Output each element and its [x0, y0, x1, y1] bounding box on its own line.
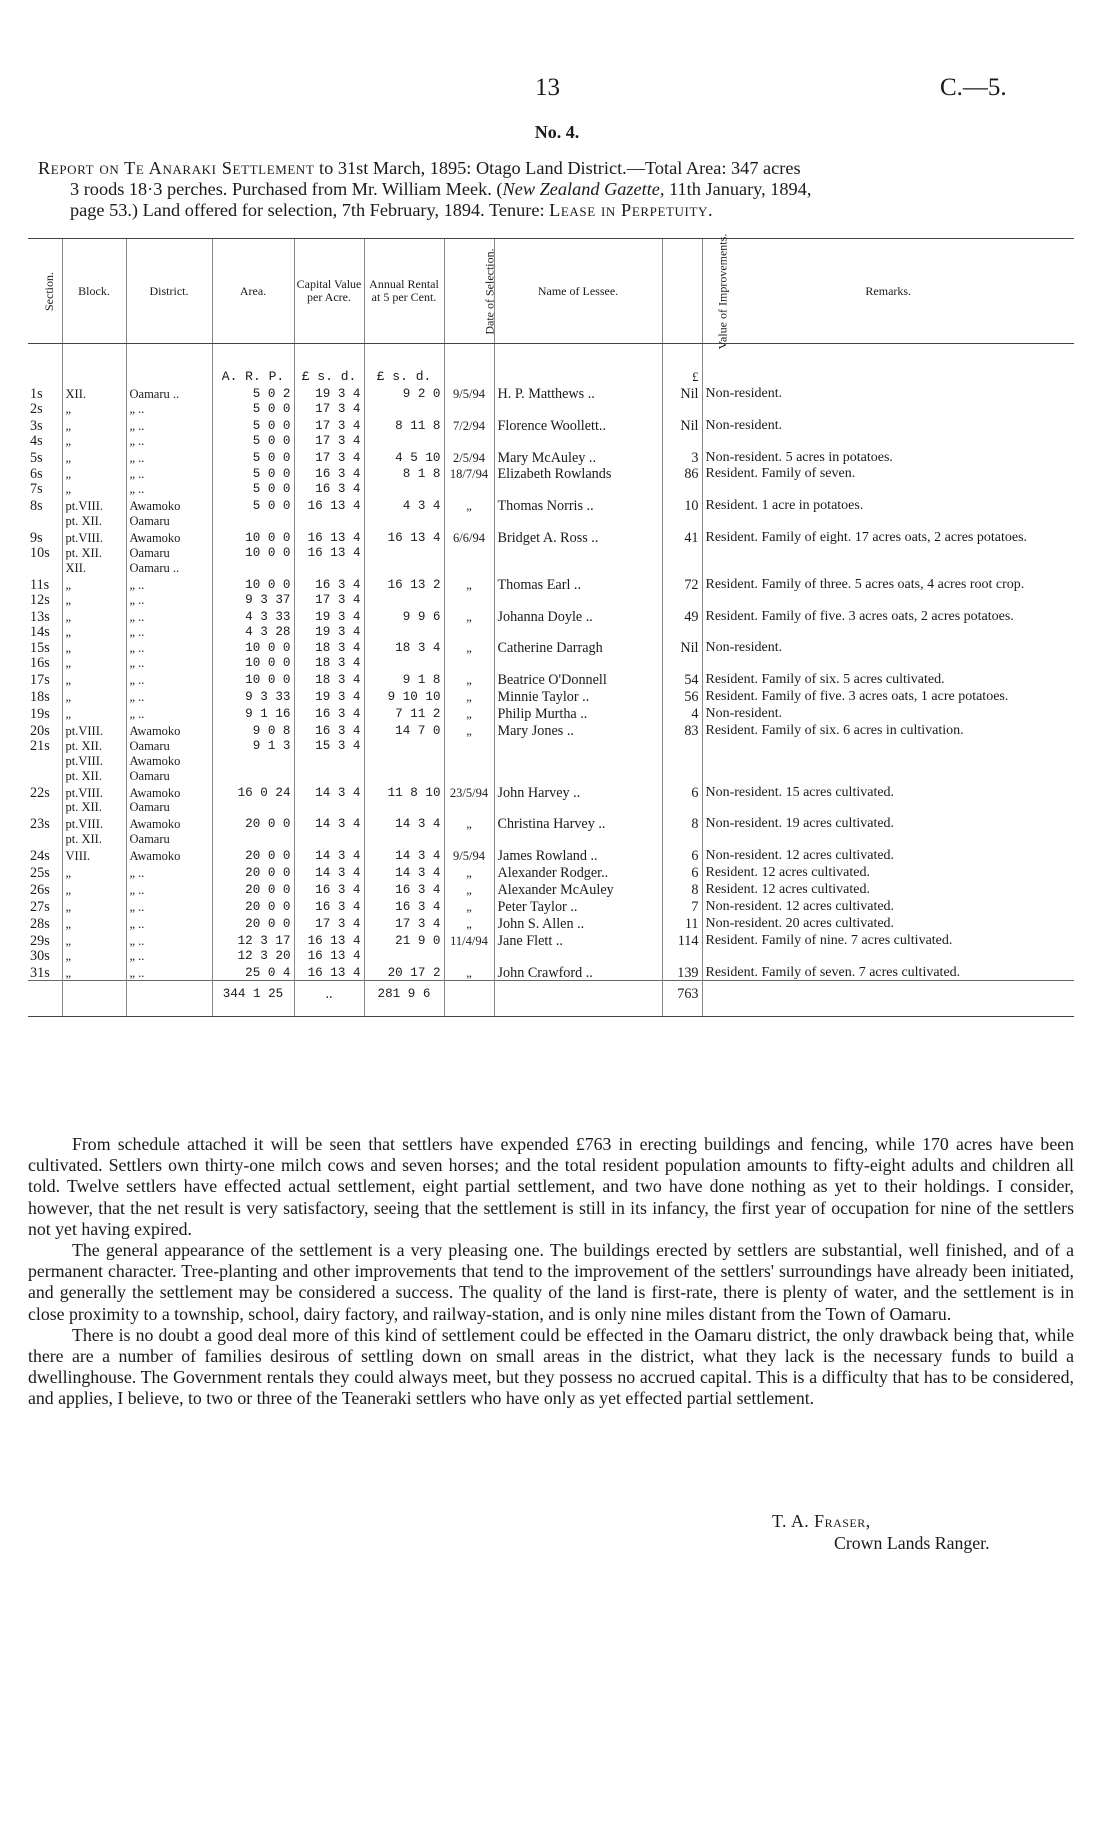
cell-lessee: Peter Taylor ..: [494, 898, 662, 915]
cell-block: „: [62, 864, 126, 881]
units-row: [28, 344, 1074, 385]
col-annual-rental: Annual Rental at 5 per Cent.: [364, 239, 444, 344]
cell-rental: 9 9 6: [364, 608, 444, 640]
cell-area: 9 1 16: [212, 705, 294, 722]
cell-date: „: [444, 881, 494, 898]
cell-capital: 18 3 4: [294, 671, 364, 688]
cell-lessee: James Rowland ..: [494, 847, 662, 864]
cell-block: „: [62, 449, 126, 466]
cell-capital: 16 3 4: [294, 898, 364, 915]
cell-capital: 16 3 4 16 3 4: [294, 465, 364, 497]
cell-remarks: Non-resident. 12 acres cultivated.: [702, 898, 1074, 915]
table-row: [28, 932, 1074, 964]
cell-remarks: Non-resident.: [702, 639, 1074, 671]
unit-area: A. R. P.: [212, 344, 294, 385]
cell-rental: 4 5 10: [364, 449, 444, 466]
cell-section: 13s 14s: [30, 608, 50, 640]
cell-block: „ „: [62, 417, 126, 449]
cell-rental: 16 3 4: [364, 881, 444, 898]
cell-district: Awamoko Oamaru Awamoko Oamaru: [126, 722, 212, 784]
cell-improvements: 114: [662, 932, 702, 964]
cell-remarks: Resident. Family of nine. 7 acres cultivated.: [702, 932, 1074, 964]
cell-section: 28s: [30, 915, 50, 932]
cell-block: pt.VIII. pt. XII.: [62, 815, 126, 847]
cell-district: „ .. „ ..: [126, 639, 212, 671]
cell-area: 20 0 0: [212, 915, 294, 932]
cell-section: 24s: [30, 848, 50, 865]
cell-area: 10 0 0 10 0 0: [212, 639, 294, 671]
cell-date: „: [444, 964, 494, 981]
cell-district: Awamoko Oamaru: [126, 497, 212, 529]
cell-lessee: Philip Murtha ..: [494, 705, 662, 722]
cell-block: pt.VIII. pt. XII.: [62, 784, 126, 816]
cell-rental: 21 9 0: [364, 932, 444, 964]
cell-lessee: Bridget A. Ross ..: [494, 529, 662, 576]
cell-section: 1s 2s: [30, 385, 43, 417]
cell-section: 15s 16s: [30, 640, 50, 672]
cell-improvements: 83: [662, 722, 702, 784]
cell-block: „: [62, 898, 126, 915]
cell-block: „: [62, 671, 126, 688]
cell-capital: 14 3 4: [294, 784, 364, 816]
cell-remarks: Resident. Family of six. 5 acres cultivated.: [702, 671, 1074, 688]
cell-section: 22s: [30, 784, 50, 801]
unit-capital: £ s. d.: [294, 344, 364, 385]
cell-area: 10 0 0 9 3 37: [212, 576, 294, 608]
title-part-3: 11th January, 1894,: [664, 179, 812, 199]
table-row: [28, 688, 1074, 705]
cell-block: „: [62, 915, 126, 932]
cell-lessee: Florence Woollett..: [494, 417, 662, 449]
cell-district: Oamaru .. „ ..: [126, 385, 212, 417]
cell-district: „ ..: [126, 898, 212, 915]
cell-section: 19s: [30, 706, 50, 722]
cell-block: VIII.: [62, 847, 126, 864]
cell-improvements: 6: [662, 847, 702, 864]
cell-rental: 14 7 0: [364, 722, 444, 784]
table-row: [28, 671, 1074, 688]
cell-district: „ .. „ ..: [126, 417, 212, 449]
cell-district: „ ..: [126, 449, 212, 466]
cell-capital: 19 3 4: [294, 688, 364, 705]
cell-rental: 11 8 10: [364, 784, 444, 816]
cell-date: „: [444, 815, 494, 847]
cell-capital: 16 13 4: [294, 497, 364, 529]
cell-rental: 9 1 8: [364, 671, 444, 688]
cell-improvements: 41: [662, 529, 702, 576]
cell-lessee: Thomas Norris ..: [494, 497, 662, 529]
cell-section: 3s 4s: [30, 417, 43, 449]
cell-block: pt.VIII. pt. XII. XII.: [62, 529, 126, 576]
table-row: [28, 847, 1074, 864]
cell-lessee: Beatrice O'Donnell: [494, 671, 662, 688]
cell-area: 4 3 33 4 3 28: [212, 608, 294, 640]
cell-date: 2/5/94: [444, 449, 494, 466]
cell-area: 9 3 33: [212, 688, 294, 705]
table-header-row: [28, 239, 1074, 344]
cell-section: 6s 7s: [30, 466, 43, 498]
cell-block: „ „: [62, 639, 126, 671]
cell-area: 9 0 8 9 1 3: [212, 722, 294, 784]
cell-lessee: Alexander Rodger..: [494, 864, 662, 881]
title-lead: Report on Te Anaraki Settlement: [38, 158, 315, 178]
table-row: [28, 576, 1074, 608]
cell-capital: 19 3 4 17 3 4: [294, 385, 364, 417]
document-code: C.—5.: [940, 74, 1007, 101]
cell-capital: 16 3 4 15 3 4: [294, 722, 364, 784]
cell-date: „: [444, 639, 494, 671]
cell-area: 5 0 0: [212, 449, 294, 466]
cell-area: 12 3 17 12 3 20: [212, 932, 294, 964]
cell-remarks: Resident. Family of three. 5 acres oats, 4 acres root crop.: [702, 576, 1074, 608]
cell-capital: 14 3 4: [294, 864, 364, 881]
table-row: [28, 608, 1074, 640]
cell-date: 7/2/94: [444, 417, 494, 449]
cell-date: „: [444, 671, 494, 688]
cell-block: „ „: [62, 465, 126, 497]
cell-improvements: 56: [662, 688, 702, 705]
cell-rental: 20 17 2: [364, 964, 444, 981]
cell-area: 20 0 0: [212, 898, 294, 915]
cell-improvements: 8: [662, 881, 702, 898]
cell-section: 9s 10s: [30, 530, 50, 561]
cell-improvements: 86: [662, 465, 702, 497]
cell-rental: 16 3 4: [364, 898, 444, 915]
unit-rental: £ s. d.: [364, 344, 444, 385]
cell-rental: 8 1 8: [364, 465, 444, 497]
cell-remarks: Non-resident. 15 acres cultivated.: [702, 784, 1074, 816]
cell-date: „: [444, 898, 494, 915]
col-section: Section.: [28, 239, 62, 344]
title-gazette: New Zealand Gazette,: [502, 179, 665, 199]
cell-district: „ ..: [126, 915, 212, 932]
cell-area: 16 0 24: [212, 784, 294, 816]
cell-remarks: Resident. 12 acres cultivated.: [702, 864, 1074, 881]
report-number: No. 4.: [534, 122, 580, 142]
cell-remarks: Resident. Family of seven.: [702, 465, 1074, 497]
cell-area: 5 0 0 5 0 0: [212, 465, 294, 497]
paragraph: There is no doubt a good deal more of this kind of settlement could be effected in the Oamaru district, the only drawback being that, while there are a number of families desirous of settling down on small areas in the district, what they lack is the necessary funds to build a dwellinghouse. The Government rentals they could always meet, but they possess no accrued capital. This is a difficulty that has to be considered, and applies, I believe, to two or three of the Teaneraki settlers who have only as yet effected partial settlement.: [28, 1324, 1074, 1409]
cell-district: Awamoko Oamaru Oamaru ..: [126, 529, 212, 576]
col-remarks: Remarks.: [702, 239, 1074, 344]
cell-capital: 19 3 4 19 3 4: [294, 608, 364, 640]
totals-row: [28, 981, 1074, 1017]
cell-capital: 14 3 4: [294, 847, 364, 864]
cell-remarks: Resident. 1 acre in potatoes.: [702, 497, 1074, 529]
total-area: 344 1 25: [212, 981, 294, 1017]
cell-lessee: Elizabeth Rowlands: [494, 465, 662, 497]
cell-improvements: 8: [662, 815, 702, 847]
col-block: Block.: [62, 239, 126, 344]
total-rental: 281 9 6: [364, 981, 444, 1017]
total-improvements: 763: [662, 981, 702, 1017]
table-row: [28, 784, 1074, 816]
settlement-table: [28, 233, 1074, 1017]
cell-block: XII. „: [62, 385, 126, 417]
cell-section: 18s: [30, 689, 50, 706]
cell-section: 17s: [30, 672, 50, 689]
cell-remarks: Non-resident. 20 acres cultivated.: [702, 915, 1074, 932]
cell-capital: 17 3 4: [294, 449, 364, 466]
cell-district: „ ..: [126, 705, 212, 722]
cell-date: 18/7/94: [444, 465, 494, 497]
cell-district: „ .. „ ..: [126, 932, 212, 964]
cell-district: „ ..: [126, 881, 212, 898]
cell-capital: 16 13 4: [294, 964, 364, 981]
cell-block: „ „: [62, 576, 126, 608]
cell-capital: 14 3 4: [294, 815, 364, 847]
cell-rental: 4 3 4: [364, 497, 444, 529]
cell-improvements: 139: [662, 964, 702, 981]
cell-remarks: Resident. Family of five. 3 acres oats, 1 acre potatoes.: [702, 688, 1074, 705]
cell-date: 23/5/94: [444, 784, 494, 816]
cell-block: „: [62, 688, 126, 705]
title-part-4: page 53.) Land offered for selection, 7th February, 1894. Tenure:: [70, 200, 550, 220]
cell-rental: 16 13 4: [364, 529, 444, 576]
cell-date: 9/5/94: [444, 847, 494, 864]
col-date-of-selection: Date of Selection.: [444, 239, 494, 344]
cell-date: „: [444, 722, 494, 784]
cell-lessee: Alexander McAuley: [494, 881, 662, 898]
cell-block: „: [62, 705, 126, 722]
cell-improvements: 3: [662, 449, 702, 466]
table-row: [28, 898, 1074, 915]
cell-rental: 17 3 4: [364, 915, 444, 932]
cell-lessee: Jane Flett ..: [494, 932, 662, 964]
table-row: [28, 497, 1074, 529]
cell-rental: 16 13 2: [364, 576, 444, 608]
col-area: Area.: [212, 239, 294, 344]
cell-lessee: Catherine Darragh: [494, 639, 662, 671]
cell-rental: 18 3 4: [364, 639, 444, 671]
cell-section: 5s: [30, 449, 43, 466]
unit-improvements: £: [662, 344, 702, 385]
cell-area: 20 0 0: [212, 815, 294, 847]
cell-district: Awamoko: [126, 847, 212, 864]
cell-rental: 8 11 8: [364, 417, 444, 449]
cell-remarks: Non-resident.: [702, 417, 1074, 449]
cell-area: 10 0 0: [212, 671, 294, 688]
title-part-1: to 31st March, 1895: Otago Land District.—Total Area: 347 acres: [314, 158, 801, 178]
cell-remarks: Resident. Family of six. 6 acres in cultivation.: [702, 722, 1074, 784]
table-row: [28, 639, 1074, 671]
col-lessee: Name of Lessee.: [494, 239, 662, 344]
cell-section: 27s: [30, 898, 50, 915]
total-capital: ..: [294, 981, 364, 1017]
cell-area: 5 0 0: [212, 497, 294, 529]
cell-remarks: Non-resident. 5 acres in potatoes.: [702, 449, 1074, 466]
cell-district: „ ..: [126, 964, 212, 981]
cell-date: 11/4/94: [444, 932, 494, 964]
signatory-name: T. A. Fraser,: [772, 1511, 871, 1531]
table-row: [28, 915, 1074, 932]
table-row: [28, 722, 1074, 784]
cell-improvements: 54: [662, 671, 702, 688]
table-row: [28, 815, 1074, 847]
cell-area: 5 0 0 5 0 0: [212, 417, 294, 449]
table-row: [28, 864, 1074, 881]
cell-date: „: [444, 688, 494, 705]
report-body: [28, 1134, 1074, 1410]
cell-section: 29s 30s: [30, 932, 50, 964]
cell-area: 5 0 2 5 0 0: [212, 385, 294, 417]
cell-date: „: [444, 915, 494, 932]
cell-improvements: 6: [662, 864, 702, 881]
signatory-title: Crown Lands Ranger.: [834, 1533, 990, 1553]
cell-date: „: [444, 576, 494, 608]
cell-section: 31s: [30, 964, 50, 981]
cell-area: 20 0 0: [212, 881, 294, 898]
table-row: [28, 529, 1074, 576]
cell-capital: 16 13 4 16 13 4: [294, 932, 364, 964]
title-part-2: 3 roods 18·3 perches. Purchased from Mr. William Meek. (: [70, 179, 503, 199]
cell-section: 26s: [30, 882, 50, 898]
cell-date: 9/5/94: [444, 385, 494, 417]
cell-section: 23s: [30, 816, 50, 833]
cell-section: 11s 12s: [30, 576, 50, 608]
cell-remarks: Resident. 12 acres cultivated.: [702, 881, 1074, 898]
cell-lessee: Minnie Taylor ..: [494, 688, 662, 705]
cell-block: pt.VIII. pt. XII.: [62, 497, 126, 529]
cell-area: 20 0 0: [212, 847, 294, 864]
cell-section: 25s: [30, 865, 50, 881]
cell-rental: 14 3 4: [364, 815, 444, 847]
paragraph: The general appearance of the settlement is a very pleasing one. The buildings erected by settlers are substantial, well finished, and of a permanent character. Tree-planting and other improvements that tend to the improvement of the settlers' surroundings have already been initiated, and generally the settlement may be considered a success. The quality of the land is first-rate, there is plenty of water, and the settlement is in close proximity to a township, school, dairy factory, and railway-station, and is only nine miles distant from the Town of Oamaru.: [28, 1240, 1074, 1324]
cell-lessee: H. P. Matthews ..: [494, 385, 662, 417]
cell-improvements: 49: [662, 608, 702, 640]
cell-block: „: [62, 881, 126, 898]
cell-lessee: Mary McAuley ..: [494, 449, 662, 466]
col-district: District.: [126, 239, 212, 344]
table-row: [28, 964, 1074, 981]
cell-capital: 17 3 4: [294, 915, 364, 932]
cell-block: „ „: [62, 608, 126, 640]
cell-district: „ .. „ ..: [126, 608, 212, 640]
cell-improvements: Nil: [662, 385, 702, 417]
cell-section: 8s: [30, 498, 43, 515]
cell-lessee: Johanna Doyle ..: [494, 608, 662, 640]
cell-capital: 16 3 4 17 3 4: [294, 576, 364, 608]
cell-remarks: Non-resident.: [702, 705, 1074, 722]
cell-lessee: Thomas Earl ..: [494, 576, 662, 608]
cell-area: 25 0 4: [212, 964, 294, 981]
cell-improvements: 72: [662, 576, 702, 608]
table-row: [28, 449, 1074, 466]
cell-date: „: [444, 864, 494, 881]
cell-remarks: Resident. Family of seven. 7 acres cultivated.: [702, 964, 1074, 981]
cell-improvements: 7: [662, 898, 702, 915]
cell-capital: 16 3 4: [294, 881, 364, 898]
table-row: [28, 417, 1074, 449]
cell-improvements: 4: [662, 705, 702, 722]
cell-improvements: 11: [662, 915, 702, 932]
table-row: [28, 465, 1074, 497]
cell-remarks: Non-resident. 12 acres cultivated.: [702, 847, 1074, 864]
page-number: 13: [535, 74, 560, 101]
paragraph: From schedule attached it will be seen that settlers have expended £763 in erecting buildings and fencing, while 170 acres have been cultivated. Settlers own thirty-one milch cows and seven horses; and the total resident population amounts to fifty-eight adults and children all told. Twelve settlers have effected actual settlement, eight partial settlement, and two have done nothing as yet to their holdings. I consider, however, that the net result is very satisfactory, seeing that the settlement is still in its infancy, the first year of occupation for nine of the settlers not yet having expired.: [28, 1134, 1074, 1239]
cell-rental: 9 2 0: [364, 385, 444, 417]
cell-lessee: Mary Jones ..: [494, 722, 662, 784]
cell-rental: 7 11 2: [364, 705, 444, 722]
cell-date: „: [444, 705, 494, 722]
cell-date: 6/6/94: [444, 529, 494, 576]
cell-remarks: Non-resident.: [702, 385, 1074, 417]
cell-rental: 9 10 10: [364, 688, 444, 705]
cell-area: 10 0 0 10 0 0: [212, 529, 294, 576]
cell-district: „ .. „ ..: [126, 576, 212, 608]
cell-remarks: Resident. Family of eight. 17 acres oats, 2 acres potatoes.: [702, 529, 1074, 576]
cell-block: „ „: [62, 932, 126, 964]
cell-improvements: 6: [662, 784, 702, 816]
cell-capital: 16 13 4 16 13 4: [294, 529, 364, 576]
cell-block: pt.VIII. pt. XII. pt.VIII. pt. XII.: [62, 722, 126, 784]
cell-lessee: John Crawford ..: [494, 964, 662, 981]
cell-capital: 18 3 4 18 3 4: [294, 639, 364, 671]
cell-block: „: [62, 964, 126, 981]
cell-district: „ ..: [126, 688, 212, 705]
table-row: [28, 385, 1074, 417]
cell-capital: 17 3 4 17 3 4: [294, 417, 364, 449]
cell-lessee: John Harvey ..: [494, 784, 662, 816]
cell-remarks: Resident. Family of five. 3 acres oats, 2 acres potatoes.: [702, 608, 1074, 640]
cell-area: 20 0 0: [212, 864, 294, 881]
cell-rental: 14 3 4: [364, 864, 444, 881]
cell-section: 20s 21s: [30, 722, 50, 754]
cell-district: „ ..: [126, 864, 212, 881]
table-row: [28, 705, 1074, 722]
report-title: [38, 158, 1076, 221]
cell-lessee: John S. Allen ..: [494, 915, 662, 932]
cell-improvements: Nil: [662, 417, 702, 449]
table-row: [28, 881, 1074, 898]
cell-improvements: Nil: [662, 639, 702, 671]
cell-district: „ ..: [126, 671, 212, 688]
col-improvements: Value of Improvements.: [662, 239, 702, 344]
cell-district: Awamoko Oamaru: [126, 784, 212, 816]
cell-date: „: [444, 497, 494, 529]
cell-remarks: Non-resident. 19 acres cultivated.: [702, 815, 1074, 847]
cell-lessee: Christina Harvey ..: [494, 815, 662, 847]
cell-date: „: [444, 608, 494, 640]
title-tenure: Lease in Perpetuity.: [549, 200, 714, 220]
cell-capital: 16 3 4: [294, 705, 364, 722]
cell-improvements: 10: [662, 497, 702, 529]
cell-district: „ .. „ ..: [126, 465, 212, 497]
cell-district: Awamoko Oamaru: [126, 815, 212, 847]
col-capital-value: Capital Value per Acre.: [294, 239, 364, 344]
cell-rental: 14 3 4: [364, 847, 444, 864]
